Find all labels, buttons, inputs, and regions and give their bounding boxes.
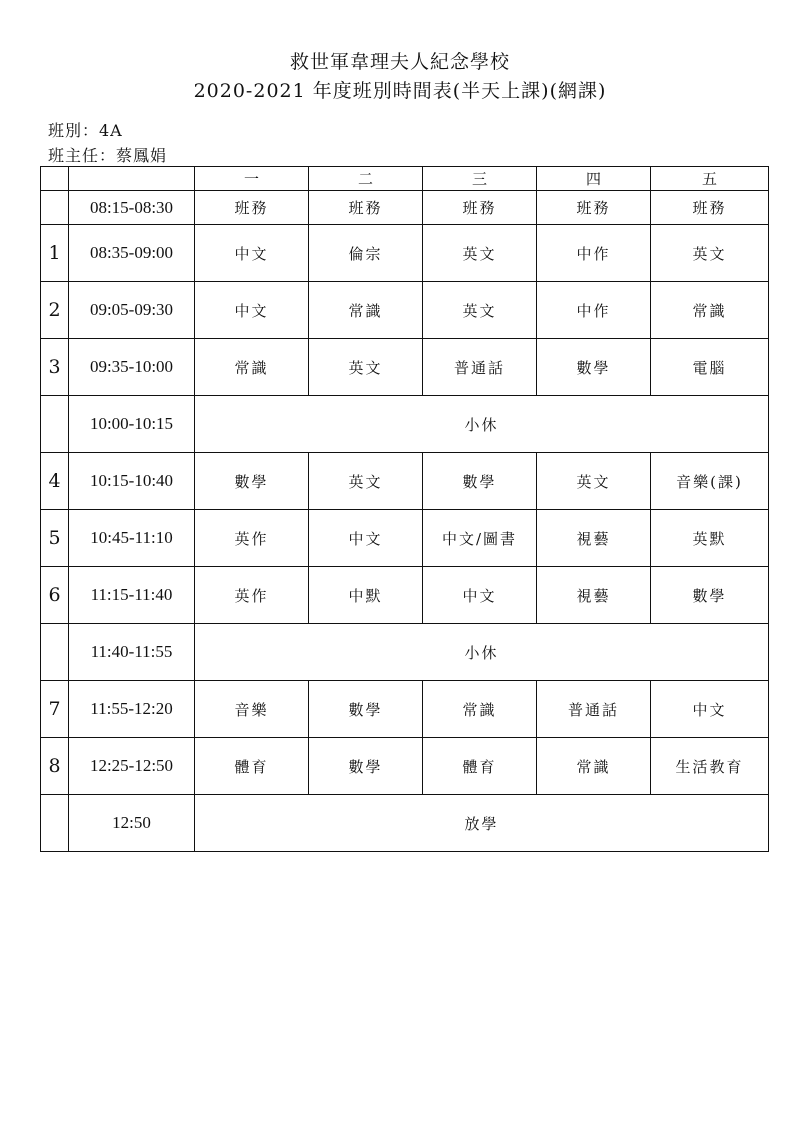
subject-cell-tue: 中默 (309, 567, 423, 624)
period-number-cell: 2 (41, 282, 69, 339)
subject-cell-fri: 數學 (651, 567, 769, 624)
time-slot-cell: 11:40-11:55 (69, 624, 195, 681)
header-day-tue: 二 (309, 167, 423, 191)
time-slot-cell: 08:35-09:00 (69, 225, 195, 282)
subject-cell-mon: 數學 (195, 453, 309, 510)
break-row (41, 624, 769, 681)
period-number-cell: 5 (41, 510, 69, 567)
header-time-cell (69, 167, 195, 191)
period-number-cell: 4 (41, 453, 69, 510)
subject-cell-wed: 中文 (423, 567, 537, 624)
subject-cell-wed: 普通話 (423, 339, 537, 396)
period-row (41, 510, 769, 567)
subject-cell-fri: 電腦 (651, 339, 769, 396)
period-row (41, 567, 769, 624)
period-row (41, 339, 769, 396)
subject-cell-wed: 體育 (423, 738, 537, 795)
subject-cell-fri: 英文 (651, 225, 769, 282)
period-row (41, 282, 769, 339)
subject-cell-mon: 中文 (195, 225, 309, 282)
subject-cell-thu: 中作 (537, 225, 651, 282)
subject-cell-tue: 英文 (309, 453, 423, 510)
time-slot-cell: 12:25-12:50 (69, 738, 195, 795)
subject-cell-wed: 英文 (423, 282, 537, 339)
period-number-cell: 3 (41, 339, 69, 396)
subject-cell-thu: 普通話 (537, 681, 651, 738)
break-row (41, 396, 769, 453)
school-name: 救世軍韋理夫人紀念學校 (289, 51, 510, 73)
subject-cell-tue: 倫宗 (309, 225, 423, 282)
subject-cell-fri: 英默 (651, 510, 769, 567)
period-number-cell (41, 191, 69, 225)
period-number-cell: 1 (41, 225, 69, 282)
time-slot-cell: 12:50 (69, 795, 195, 852)
period-row (41, 681, 769, 738)
subject-cell-tue: 數學 (309, 738, 423, 795)
period-row (41, 453, 769, 510)
period-row (41, 738, 769, 795)
subject-cell-wed: 英文 (423, 225, 537, 282)
subject-cell-fri: 音樂(課) (651, 453, 769, 510)
time-slot-cell: 11:15-11:40 (69, 567, 195, 624)
time-slot-cell: 09:05-09:30 (69, 282, 195, 339)
period-number-cell (41, 624, 69, 681)
subject-cell-mon: 班務 (195, 191, 309, 225)
subject-cell-tue: 英文 (309, 339, 423, 396)
merged-activity-cell: 小休 (195, 624, 769, 681)
period-number-cell: 6 (41, 567, 69, 624)
period-row (41, 191, 769, 225)
subject-cell-thu: 視藝 (537, 567, 651, 624)
period-number-cell (41, 396, 69, 453)
period-row (41, 225, 769, 282)
subject-cell-thu: 常識 (537, 738, 651, 795)
subject-cell-mon: 英作 (195, 567, 309, 624)
subject-cell-fri: 常識 (651, 282, 769, 339)
subject-cell-wed: 班務 (423, 191, 537, 225)
subject-cell-wed: 中文/圖書 (423, 510, 537, 567)
timetable-header-row (41, 167, 769, 191)
header-day-wed: 三 (423, 167, 537, 191)
header-day-fri: 五 (651, 167, 769, 191)
subject-cell-fri: 生活教育 (651, 738, 769, 795)
time-slot-cell: 10:00-10:15 (69, 396, 195, 453)
subject-cell-thu: 班務 (537, 191, 651, 225)
subject-cell-mon: 中文 (195, 282, 309, 339)
period-number-cell: 8 (41, 738, 69, 795)
header-day-thu: 四 (537, 167, 651, 191)
break-row (41, 795, 769, 852)
subject-cell-fri: 中文 (651, 681, 769, 738)
period-number-cell (41, 795, 69, 852)
time-slot-cell: 09:35-10:00 (69, 339, 195, 396)
period-number-cell: 7 (41, 681, 69, 738)
subject-cell-mon: 音樂 (195, 681, 309, 738)
header-blank-cell (41, 167, 69, 191)
subject-cell-tue: 中文 (309, 510, 423, 567)
subject-cell-tue: 班務 (309, 191, 423, 225)
subject-cell-tue: 常識 (309, 282, 423, 339)
subject-cell-fri: 班務 (651, 191, 769, 225)
timetable-title: 2020-2021 年度班別時間表(半天上課)(網課) (193, 80, 607, 102)
subject-cell-thu: 數學 (537, 339, 651, 396)
subject-cell-mon: 常識 (195, 339, 309, 396)
subject-cell-mon: 英作 (195, 510, 309, 567)
header-day-mon: 一 (195, 167, 309, 191)
subject-cell-mon: 體育 (195, 738, 309, 795)
class-label: 班別：4A (48, 121, 123, 140)
subject-cell-wed: 常識 (423, 681, 537, 738)
subject-cell-thu: 中作 (537, 282, 651, 339)
subject-cell-tue: 數學 (309, 681, 423, 738)
time-slot-cell: 11:55-12:20 (69, 681, 195, 738)
subject-cell-thu: 視藝 (537, 510, 651, 567)
subject-cell-thu: 英文 (537, 453, 651, 510)
time-slot-cell: 10:45-11:10 (69, 510, 195, 567)
merged-activity-cell: 小休 (195, 396, 769, 453)
time-slot-cell: 10:15-10:40 (69, 453, 195, 510)
merged-activity-cell: 放學 (195, 795, 769, 852)
subject-cell-wed: 數學 (423, 453, 537, 510)
time-slot-cell: 08:15-08:30 (69, 191, 195, 225)
timetable (40, 166, 769, 852)
class-teacher-label: 班主任：蔡鳳娟 (48, 146, 168, 165)
